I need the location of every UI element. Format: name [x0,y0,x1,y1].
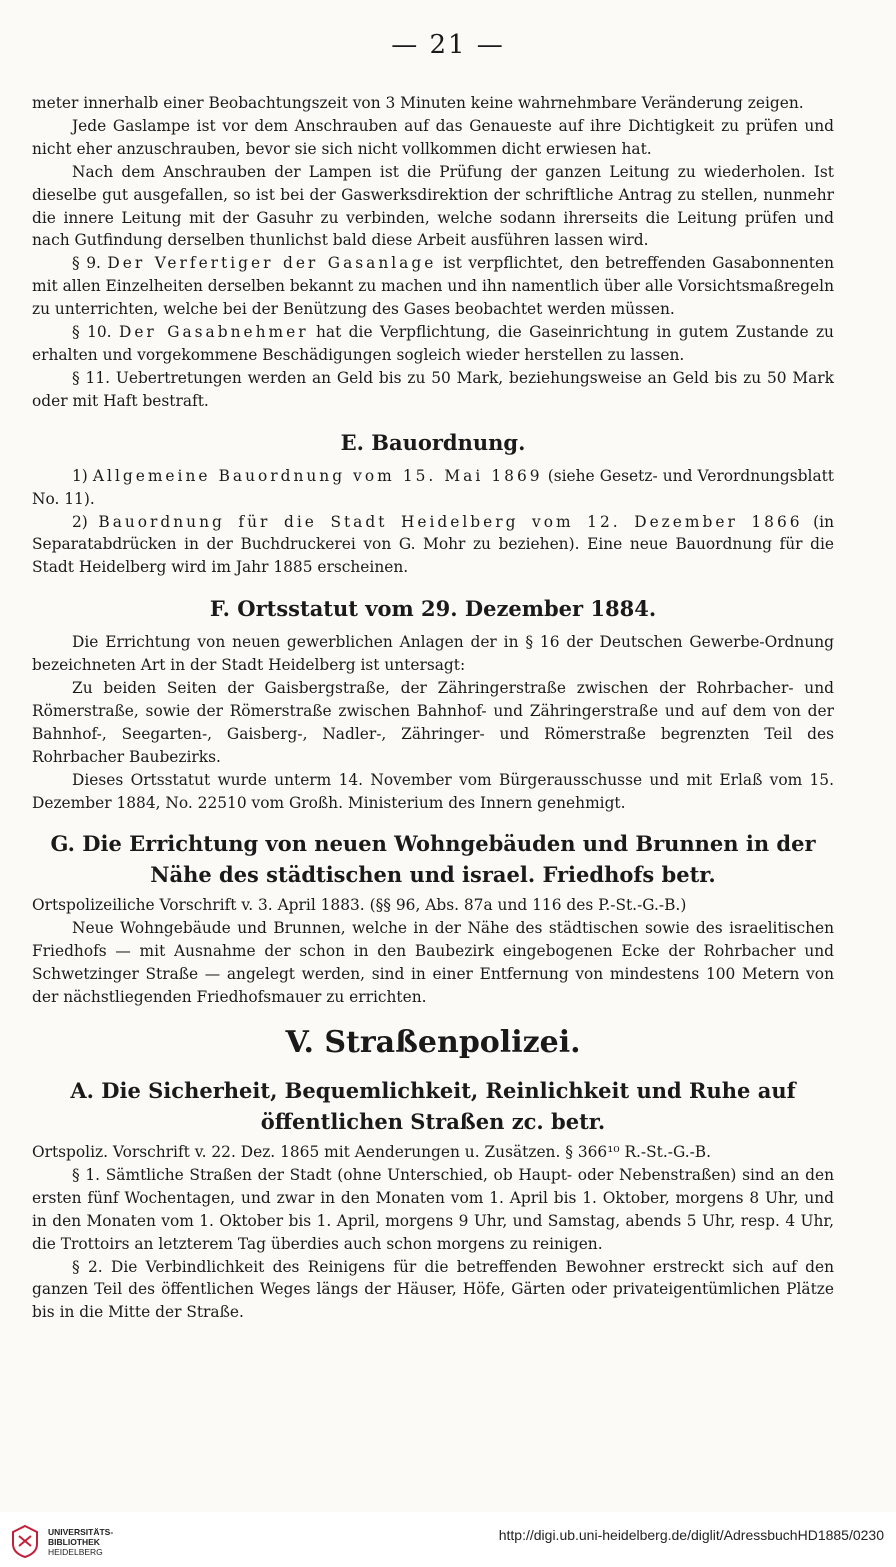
paragraph-text: Zu beiden Seiten der Gaisbergstraße, der Zähringerstraße zwischen der Rohrbacher- und Römerstraße, sowie der Römerstraße zwischen Bahnhof- und Zähringerstraße und auf dem von der Bahnhof-, Seegarten-, Gaisberg-, Nadler-, Zähringer- und Römerstraße begrenzten Teil des Rohrbacher Baubezirks. [32,679,834,766]
paragraph [32,252,834,321]
paragraph [32,631,834,677]
paragraph-text: F. Ortsstatut vom 29. Dezember 1884. [209,596,657,622]
university-seal-icon [10,1524,40,1558]
emphasized-term: Der Verfertiger der Gasanlage [107,254,437,273]
paragraph [32,115,834,161]
logo-line: UNIVERSITÄTS- [48,1527,114,1537]
paragraph [32,677,834,769]
paragraph-text: meter innerhalb einer Beobachtungszeit von 3 Minuten keine wahrnehmbare Veränderung zeigen. [32,94,804,112]
paragraph-number: § 9. [72,254,101,273]
paragraph-text: Uebertretungen werden an Geld bis zu 50 Mark, beziehungsweise an Geld bis zu 50 Mark oder mit Haft bestraft. [32,368,834,410]
section-heading [32,429,834,457]
paragraph-number: 1) [72,466,88,485]
paragraph-number: § 10. [72,323,112,342]
paragraph-text: Die Errichtung von neuen gewerblichen Anlagen der in § 16 der Deutschen Gewerbe-Ordnung bezeichneten Art in der Stadt Heidelberg ist untersagt: [32,633,834,675]
paragraph-text: Ortspolizeiliche Vorschrift v. 3. April 1883. (§§ 96, Abs. 87a und 116 des P.-St.-G.-B.) [32,896,687,915]
emphasized-term: Bauordnung für die Stadt Heidelberg vom 12. Dezember 1866 [98,512,803,531]
section-heading [32,1025,834,1061]
paragraph [32,1164,834,1256]
section-heading [32,1075,834,1137]
paragraph [32,1256,834,1325]
paragraph-text: Sämtliche Straßen der Stadt (ohne Unterschied, ob Haupt- oder Nebenstraßen) sind an den ersten fünf Wochentagen, und zwar in den Monaten vom 1. April bis 1. Oktober, morgens 8 Uhr, und in den Monaten vom 1. Oktober bis 1. April, morgens 9 Uhr, und Samstag, abends 5 Uhr, resp. 4 Uhr, die Trottoirs an letzterem Tag überdies auch schon morgens zu reinigen. [32,1165,834,1253]
logo-line: HEIDELBERG [48,1547,103,1557]
footer [0,1512,896,1567]
paragraph-text: Neue Wohngebäude und Brunnen, welche in der Nähe des städtischen sowie des israelitischen Friedhofs — mit Ausnahme der schon in den Baubezirk eingebogenen Ecke der Rohrbacher und Schwetzinger Straße — angelegt werden, sind in einer Entfernung von mindestens 100 Metern von der nächstliegenden Friedhofsmauer zu errichten. [32,919,834,1007]
paragraph [32,161,834,253]
paragraph-number: 2) [72,512,88,531]
paragraph-text: A. Die Sicherheit, Bequemlichkeit, Reinlichkeit und Ruhe auf öffentlichen Straßen zc. betr. [70,1078,796,1134]
paragraph [32,917,834,1009]
logo-line: BIBLIOTHEK [48,1537,100,1547]
paragraph [32,367,834,413]
paragraph-text: (in Separatabdrücken in der Buchdruckerei von G. Mohr zu beziehen). Eine neue Bauordnung für die Stadt Heidelberg wird im Jahr 1885 erscheinen. [32,512,834,577]
paragraph [32,465,834,511]
emphasized-term: Der Gasabnehmer [118,323,309,342]
paragraph-text: E. Bauordnung. [340,429,526,455]
paragraph [32,769,834,815]
paragraph-text: Ortspoliz. Vorschrift v. 22. Dez. 1865 mit Aenderungen u. Zusätzen. § 366¹⁰ R.-St.-G.-B. [32,1143,711,1161]
paragraph-text: Die Verbindlichkeit des Reinigens für die betreffenden Bewohner erstreckt sich auf den ganzen Teil des öffentlichen Weges längs der Häuser, Höfe, Gärten oder privateigentümlichen Plätze bis in die Mitte der Straße. [32,1257,834,1322]
paragraph-text: V. Straßenpolizei. [285,1025,581,1060]
paragraph-number: § 1. [72,1165,101,1184]
emphasized-term: Allgemeine Bauordnung vom 15. Mai 1869 [92,466,543,485]
paragraph [32,321,834,367]
paragraph [32,92,834,115]
paragraph-number: § 2. [72,1257,103,1276]
page-content [32,92,834,1324]
source-url-link[interactable]: http://digi.ub.uni-heidelberg.de/diglit/AdressbuchHD1885/0230 [498,1527,884,1543]
paragraph-text: Nach dem Anschrauben der Lampen ist die Prüfung der ganzen Leitung zu wiederholen. Ist dieselbe gut ausgefallen, so ist bei der Gaswerksdirektion der schriftliche Antrag zu stellen, nunmehr die innere Leitung mit der Gasuhr zu verbinden, welche sodann ihrerseits die Leitung prüfen und nach Gutfindung derselben thunlichst bald diese Arbeit ausführen lassen wird. [32,162,834,250]
paragraph [32,1141,834,1164]
paragraph-text: G. Die Errichtung von neuen Wohngebäuden und Brunnen in der Nähe des städtischen und israel. Friedhofs betr. [50,831,816,888]
page-number: — 21 — [391,30,505,60]
section-heading [32,595,834,623]
paragraph-text: Jede Gaslampe ist vor dem Anschrauben auf das Genaueste auf ihre Dichtigkeit zu prüfen und nicht eher anzuschrauben, bevor sie sich nicht vollkommen dicht erwiesen hat. [32,116,834,158]
paragraph-text: Dieses Ortsstatut wurde unterm 14. November vom Bürgerausschusse und mit Erlaß vom 15. Dezember 1884, No. 22510 vom Großh. Ministerium des Innern genehmigt. [32,770,834,812]
library-logo-text [48,1527,113,1557]
section-heading [32,828,834,890]
paragraph-text: ist verpflichtet, den betreffenden Gasabonnenten mit allen Einzelheiten derselben bekannt zu machen und ihn namentlich über alle Vorsichtsmaßregeln zu unterrichten, welche bei der Benützung des Gases beobachtet werden müssen. [32,254,834,319]
paragraph-text: (siehe Gesetz- und Verordnungsblatt No. 11). [32,466,834,508]
paragraph [32,894,834,917]
paragraph [32,511,834,580]
paragraph-text: hat die Verpflichtung, die Gaseinrichtung in gutem Zustande zu erhalten und vorgekommene Beschädigungen sogleich wieder herstellen zu lassen. [32,323,834,364]
paragraph-number: § 11. [72,368,111,387]
